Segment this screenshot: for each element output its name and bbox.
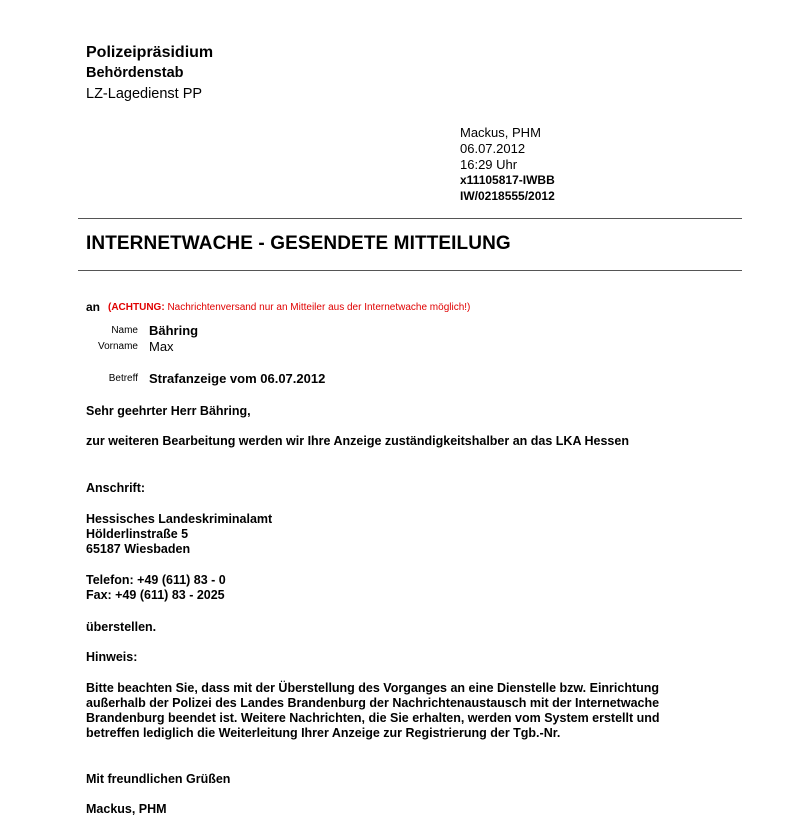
- name-label: Name: [111, 325, 138, 336]
- tgb-cv-value: IW/0218555/2012: [460, 189, 555, 203]
- salutation: Sehr geehrter Herr Bähring,: [86, 404, 251, 418]
- tgb-iw-value: x11105817-IWBB: [460, 173, 555, 187]
- address-line-1: Hessisches Landeskriminalamt: [86, 512, 273, 526]
- betreff-label: Betreff: [108, 373, 138, 384]
- note-line-1: Bitte beachten Sie, dass mit der Überstellung des Vorganges an eine Dienstelle bzw. Einrichtung: [86, 681, 660, 695]
- page-title: INTERNETWACHE - GESENDETE MITTEILUNG: [86, 233, 511, 254]
- datum-value: 06.07.2012: [460, 141, 526, 156]
- note-heading: Hinweis:: [86, 650, 138, 664]
- sender-dept: Behördenstab: [86, 65, 184, 81]
- betreff-value: Strafanzeige vom 06.07.2012: [149, 371, 326, 386]
- intro-text: zur weiteren Bearbeitung werden wir Ihre Anzeige zuständigkeitshalber an das LKA Hessen: [86, 434, 629, 448]
- divider-bottom: [78, 270, 742, 271]
- sender-org: Polizeipräsidium: [86, 44, 214, 61]
- warning-text: Nachrichtenversand nur an Mitteiler aus der Internetwache möglich!): [167, 302, 471, 313]
- recipient-an-label: an: [86, 300, 101, 314]
- note-line-2: außerhalb der Polizei des Landes Brandenburg der Nachrichtenaustausch mit der Internetwache: [86, 696, 660, 710]
- signature: Mackus, PHM: [86, 802, 167, 816]
- phone-line: Telefon: +49 (611) 83 - 0: [86, 573, 226, 587]
- vorname-value: Max: [149, 339, 174, 354]
- address-heading: Anschrift:: [86, 481, 146, 495]
- address-line-3: 65187 Wiesbaden: [86, 542, 191, 556]
- recipient-warning: [108, 302, 470, 313]
- name-value: Bähring: [149, 323, 199, 338]
- closing: Mit freundlichen Grüßen: [86, 772, 231, 786]
- fax-line: Fax: +49 (611) 83 - 2025: [86, 588, 225, 602]
- sachbearbeiter-value: Mackus, PHM: [460, 125, 541, 140]
- transfer-text: überstellen.: [86, 620, 157, 634]
- warning-prefix: (ACHTUNG:: [108, 302, 165, 313]
- note-line-4: betreffen lediglich die Weiterleitung Ihrer Anzeige zur Registrierung der Tgb.-Nr.: [86, 726, 561, 740]
- uhrzeit-value: 16:29 Uhr: [460, 157, 518, 172]
- address-line-2: Hölderlinstraße 5: [86, 527, 189, 541]
- note-line-3: Brandenburg beendet ist. Weitere Nachrichten, die Sie erhalten, werden vom System erstellt und: [86, 711, 660, 725]
- sender-unit: LZ-Lagedienst PP: [86, 86, 203, 102]
- vorname-label: Vorname: [97, 341, 138, 352]
- divider-top: [78, 218, 742, 219]
